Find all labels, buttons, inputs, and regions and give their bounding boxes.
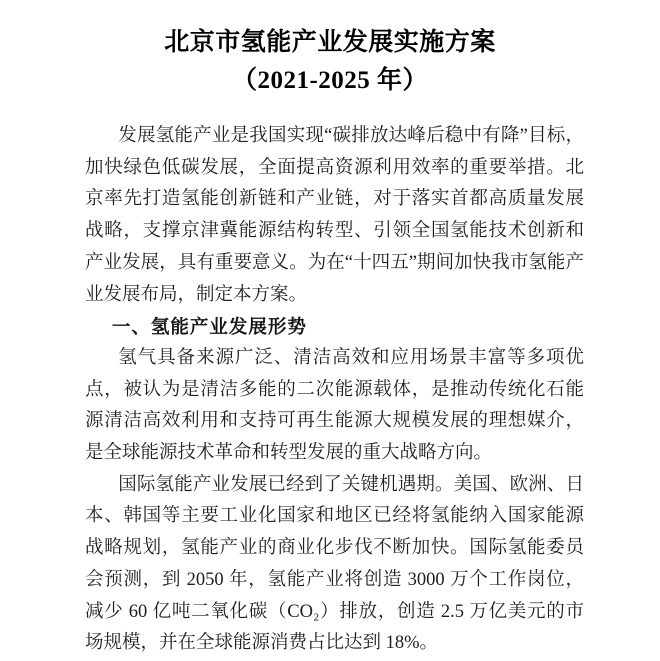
section-1-heading: 一、氢能产业发展形势 bbox=[111, 316, 307, 338]
section-1-paragraph-2: 国际氢能产业发展已经到了关键机遇期。美国、欧洲、日本、韩国等主要工业化国家和地区已经将氢能纳入国家能源战略规划，氢能产业的商业化步伐不断加快。国际氢能委员会预测，到 2050 年，氢能产业将创造 3000 万个工作岗位，减少 60 亿吨二氧化碳（CO₂）排放，创造 2.5 万亿美元的市场规模，并在全球能源消费占比达到 18%。 bbox=[85, 474, 584, 654]
document-header bbox=[0, 24, 660, 100]
document-body bbox=[85, 121, 584, 660]
document-subtitle: （2021-2025 年） bbox=[231, 67, 429, 94]
intro-paragraph: 发展氢能产业是我国实现“碳排放达峰后稳中有降”目标，加快绿色低碳发展，全面提高资源利用效率的重要举措。北京率先打造氢能创新链和产业链，对于落实首都高质量发展战略，支撑京津冀能源结构转型、引领全国氢能技术创新和产业发展，具有重要意义。为在“十四五”期间加快我市氢能产业发展布局，制定本方案。 bbox=[85, 126, 584, 305]
document-title: 北京市氢能产业发展实施方案 bbox=[164, 29, 496, 56]
section-1-paragraph-1: 氢气具备来源广泛、清洁高效和应用场景丰富等多项优点，被认为是清洁多能的二次能源载体，是推动传统化石能源清洁高效利用和支持可再生能源大规模发展的理想媒介，是全球能源技术革命和转型发展的重大战略方向。 bbox=[85, 347, 584, 464]
